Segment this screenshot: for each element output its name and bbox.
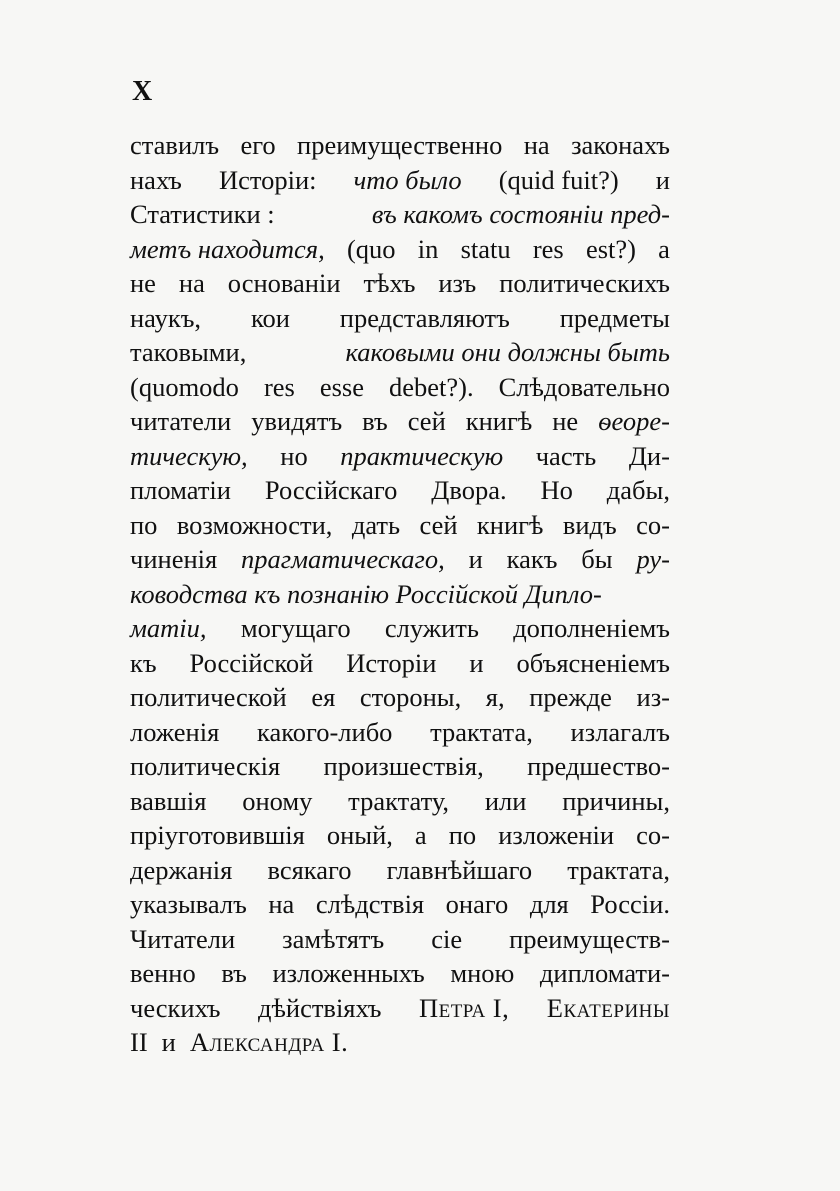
word: таковыми, bbox=[130, 337, 247, 367]
word: читатели bbox=[130, 406, 232, 436]
word: Россійской bbox=[189, 647, 314, 678]
word: представляютъ bbox=[339, 302, 510, 333]
word: Александра I. bbox=[189, 1027, 349, 1057]
word: сей bbox=[419, 509, 458, 540]
word: Читатели bbox=[130, 923, 236, 954]
word: но bbox=[280, 440, 308, 471]
word: Двора. bbox=[431, 475, 507, 505]
word: предшество- bbox=[527, 751, 670, 781]
text-line bbox=[130, 611, 670, 646]
word: матіи, bbox=[130, 613, 207, 643]
word: политическихъ bbox=[499, 268, 670, 298]
word: ставилъ bbox=[130, 130, 220, 160]
word: сей bbox=[407, 406, 446, 436]
word: дополненіемъ bbox=[513, 613, 670, 643]
word: statu bbox=[460, 233, 511, 264]
word: кои bbox=[250, 302, 290, 333]
word: по bbox=[130, 509, 158, 540]
text-line bbox=[130, 542, 670, 577]
word: Исторіи: bbox=[218, 164, 317, 195]
word: чиненія bbox=[130, 544, 218, 574]
text-line bbox=[130, 266, 670, 301]
word: не bbox=[130, 268, 156, 298]
word: Слѣдовательно bbox=[498, 371, 670, 402]
word: законахъ bbox=[571, 130, 670, 160]
word: нахъ bbox=[130, 164, 182, 195]
word: и bbox=[655, 164, 670, 195]
word: дать bbox=[351, 509, 401, 540]
text-line bbox=[130, 197, 670, 232]
word: а bbox=[658, 233, 670, 264]
word: а bbox=[414, 820, 427, 850]
word: и bbox=[469, 647, 484, 678]
text-line bbox=[130, 577, 670, 612]
word: esse bbox=[319, 371, 364, 402]
word: прежде bbox=[529, 682, 612, 712]
word: книгѣ bbox=[476, 509, 544, 540]
word: излагалъ bbox=[570, 716, 670, 747]
word: со- bbox=[636, 509, 670, 540]
word: держанія bbox=[130, 854, 233, 885]
word: Петра I, bbox=[418, 992, 510, 1023]
word: слѣдствія bbox=[315, 889, 425, 919]
word: на bbox=[178, 268, 205, 298]
text-line bbox=[130, 163, 670, 198]
word: трактату, bbox=[348, 785, 450, 816]
text-line bbox=[130, 473, 670, 508]
word: оный, bbox=[326, 820, 393, 850]
text-line bbox=[130, 818, 670, 853]
word: объясненіемъ bbox=[516, 647, 670, 678]
page-number: X bbox=[132, 76, 153, 107]
word: in bbox=[417, 233, 439, 264]
word: тѣхъ bbox=[363, 268, 416, 298]
word: пломатіи bbox=[130, 475, 231, 505]
word: увидятъ bbox=[251, 406, 343, 436]
word: (quo bbox=[346, 233, 396, 264]
word: практическую bbox=[340, 440, 504, 471]
word: каковыми они должны быть bbox=[345, 337, 670, 367]
text-line bbox=[130, 887, 670, 922]
word: res bbox=[263, 371, 295, 402]
text-line bbox=[130, 335, 670, 370]
word: II bbox=[130, 1027, 148, 1057]
word: служить bbox=[384, 613, 479, 643]
word: вавшія bbox=[130, 785, 207, 816]
word: на bbox=[523, 130, 550, 160]
word: всякаго bbox=[267, 854, 352, 885]
word: Ди- bbox=[628, 440, 670, 471]
text-line bbox=[130, 301, 670, 336]
word: дабы, bbox=[606, 475, 670, 505]
text-line bbox=[130, 715, 670, 750]
text-line bbox=[130, 508, 670, 543]
word: трактата, bbox=[567, 854, 670, 885]
word: дѣйствіяхъ bbox=[258, 992, 382, 1023]
word: для bbox=[529, 889, 569, 919]
word: въ bbox=[362, 406, 388, 436]
word: est?) bbox=[585, 233, 636, 264]
text-line bbox=[130, 404, 670, 439]
word: (quomodo bbox=[130, 371, 239, 402]
text-line bbox=[130, 956, 670, 991]
text-line bbox=[130, 370, 670, 405]
word: указывалъ bbox=[130, 889, 247, 919]
text-line bbox=[130, 128, 670, 163]
word: Исторіи bbox=[346, 647, 437, 678]
word: не bbox=[552, 406, 579, 436]
word: онаго bbox=[445, 889, 509, 919]
text-line bbox=[130, 922, 670, 957]
word: произшествія, bbox=[323, 751, 484, 781]
word: debet?). bbox=[389, 371, 474, 402]
word: въ какомъ состояніи пред- bbox=[371, 199, 670, 229]
word: ческихъ bbox=[130, 992, 221, 1023]
word: къ bbox=[130, 647, 157, 678]
word: книгѣ bbox=[465, 406, 533, 436]
word: причины, bbox=[562, 785, 670, 816]
word: основаніи bbox=[227, 268, 341, 298]
word: могущаго bbox=[240, 613, 351, 643]
word: венно bbox=[130, 958, 196, 988]
word: Екатерины bbox=[546, 992, 670, 1023]
word: сіе bbox=[431, 923, 463, 954]
word: я, bbox=[485, 682, 505, 712]
word: предметы bbox=[559, 302, 670, 333]
text-line bbox=[130, 646, 670, 681]
word: ѳеоре- bbox=[598, 406, 670, 436]
word: Россійскаго bbox=[264, 475, 398, 505]
word: мною bbox=[450, 958, 515, 988]
word: из- bbox=[636, 682, 670, 712]
word: или bbox=[484, 785, 527, 816]
word: какъ bbox=[506, 544, 558, 574]
text-line bbox=[130, 991, 670, 1026]
text-line bbox=[130, 439, 670, 474]
word: на bbox=[268, 889, 295, 919]
word: ру- bbox=[636, 544, 670, 574]
word: замѣтятъ bbox=[282, 923, 385, 954]
text-line bbox=[130, 784, 670, 819]
word: и bbox=[468, 544, 483, 574]
text-line bbox=[130, 1025, 670, 1060]
word: res bbox=[532, 233, 564, 264]
text-line bbox=[130, 680, 670, 715]
word: изложеніи bbox=[498, 820, 615, 850]
word: политической bbox=[130, 682, 287, 712]
word: возможности, bbox=[176, 509, 333, 540]
word: прагматическаго, bbox=[241, 544, 445, 574]
word: бы bbox=[581, 544, 613, 574]
word: стороны, bbox=[359, 682, 462, 712]
word: ложенія bbox=[130, 716, 220, 747]
word: его bbox=[240, 130, 276, 160]
word: тическую, bbox=[130, 440, 248, 471]
text-line bbox=[130, 749, 670, 784]
word: (quid fuit?) bbox=[498, 164, 619, 195]
word: изложенныхъ bbox=[272, 958, 425, 988]
text-line bbox=[130, 232, 670, 267]
word: Россіи. bbox=[590, 889, 670, 919]
word: что было bbox=[353, 164, 462, 195]
word: въ bbox=[221, 958, 247, 988]
word: изъ bbox=[438, 268, 477, 298]
word: со- bbox=[636, 820, 670, 850]
word: политическія bbox=[130, 751, 281, 781]
word: Статистики : bbox=[130, 199, 275, 229]
text-line bbox=[130, 853, 670, 888]
word: метъ находится, bbox=[130, 233, 325, 264]
word: трактата, bbox=[430, 716, 533, 747]
body-paragraph bbox=[130, 128, 670, 1060]
word: какого-либо bbox=[256, 716, 393, 747]
word: наукъ, bbox=[130, 302, 202, 333]
word: дипломати- bbox=[539, 958, 670, 988]
word: пріуготовившія bbox=[130, 820, 305, 850]
word: главнѣйшаго bbox=[386, 854, 533, 885]
word: оному bbox=[242, 785, 313, 816]
word: часть bbox=[535, 440, 597, 471]
word: ководства къ познанію Россійской Дипло- bbox=[130, 578, 602, 609]
word: и bbox=[161, 1027, 176, 1057]
word: видъ bbox=[562, 509, 617, 540]
word: ея bbox=[311, 682, 336, 712]
word: Но bbox=[540, 475, 573, 505]
word: преимущественно bbox=[297, 130, 503, 160]
word: по bbox=[448, 820, 477, 850]
word: преимуществ- bbox=[509, 923, 670, 954]
